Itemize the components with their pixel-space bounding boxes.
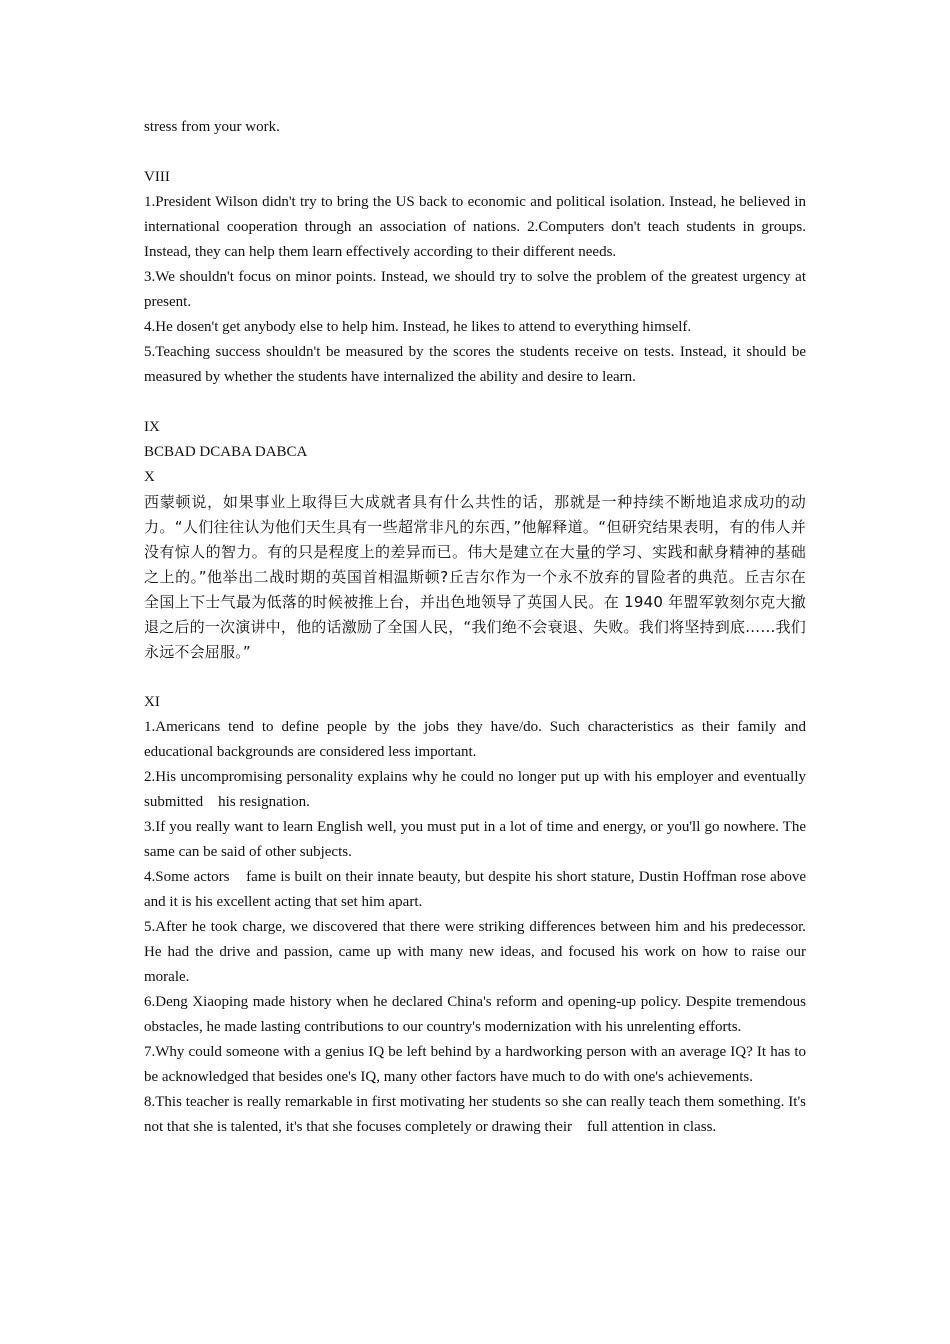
section-xi-item-1: 1.Americans tend to define people by the jobs they have/do. Such characteristics as their family and educational backgrounds are considered less important.	[144, 719, 810, 760]
section-gap	[144, 390, 806, 415]
section-gap	[144, 665, 806, 690]
section-xi-item-4: 4.Some actors fame is built on their innate beauty, but despite his short stature, Dustin Hoffman rose above and it is his excellent acting that set him apart.	[144, 869, 810, 910]
section-xi-item-3: 3.If you really want to learn English well, you must put in a lot of time and energy, or you'll go nowhere. The same can be said of other subjects.	[144, 819, 810, 860]
section-xi-item-7: 7.Why could someone with a genius IQ be left behind by a hardworking person with an average IQ? It has to be acknowledged that besides one's IQ, many other factors have much to do with one's achievements.	[144, 1044, 810, 1085]
section-viii-item-1-2: 1.President Wilson didn't try to bring the US back to economic and political isolation. Instead, he believed in international cooperation through an association of nations. 2.Computers don't teach students in groups. Instead, they can help them learn effectively according to their different needs.	[144, 194, 810, 260]
section-xi-item-8: 8.This teacher is really remarkable in first motivating her students so she can really teach them something. It's not that she is talented, it's that she focuses completely or drawing their full attention in class.	[144, 1094, 810, 1135]
section-xi-item-5: 5.After he took charge, we discovered that there were striking differences between him and his predecessor. He had the drive and passion, came up with many new ideas, and focused his work on how to raise our morale.	[144, 919, 810, 985]
section-viii-item-4: 4.He dosen't get anybody else to help him. Instead, he likes to attend to everything himself.	[144, 319, 692, 335]
section-viii-heading: VIII	[144, 169, 170, 185]
intro-tail-text: stress from your work.	[144, 119, 280, 135]
section-viii-item-5: 5.Teaching success shouldn't be measured by the scores the students receive on tests. Instead, it should be measured by whether the students have internalized the ability and desire to learn.	[144, 344, 810, 385]
section-viii-item-3: 3.We shouldn't focus on minor points. Instead, we should try to solve the problem of the greatest urgency at present.	[144, 269, 810, 310]
section-xi-item-2: 2.His uncompromising personality explains why he could no longer put up with his employer and eventually submitted his resignation.	[144, 769, 810, 810]
section-xi-heading: XI	[144, 694, 160, 710]
section-x-heading: X	[144, 469, 155, 485]
section-x-translation: 西蒙顿说，如果事业上取得巨大成就者具有什么共性的话，那就是一种持续不断地追求成功的动力。“人们往往认为他们天生具有一些超常非凡的东西，”他解释道。“但研究结果表明，有的伟人并没有惊人的智力。有的只是程度上的差异而已。伟大是建立在大量的学习、实践和献身精神的基础之上的。”他举出二战时期的英国首相温斯顿?丘吉尔作为一个永不放弃的冒险者的典范。丘吉尔在全国上下士气最为低落的时候被推上台，并出色地领导了英国人民。在 1940 年盟军敦刻尔克大撤退之后的一次演讲中，他的话激励了全国人民，“我们绝不会衰退、失败。我们将坚持到底……我们永远不会屈服。”	[144, 493, 806, 661]
document-page	[144, 115, 810, 1140]
section-xi-item-6: 6.Deng Xiaoping made history when he declared China's reform and opening-up policy. Despite tremendous obstacles, he made lasting contributions to our country's modernization with his unrelenting efforts.	[144, 994, 810, 1035]
section-ix-answers: BCBAD DCABA DABCA	[144, 444, 308, 460]
section-ix-heading: IX	[144, 419, 160, 435]
section-gap	[144, 140, 806, 165]
